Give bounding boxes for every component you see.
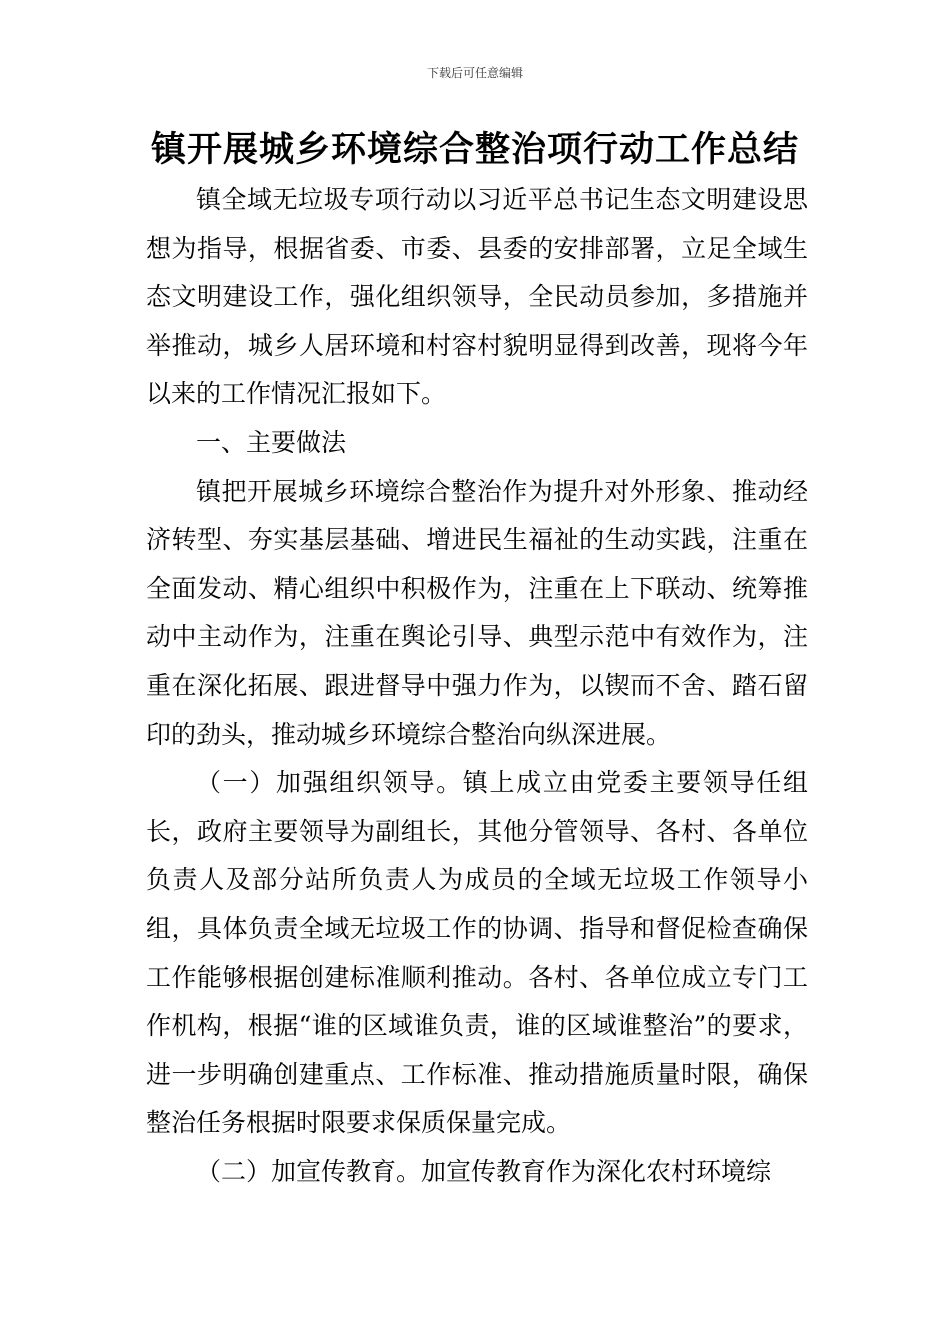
paragraph-publicity-education: （二）加宣传教育。加宣传教育作为深化农村环境综 bbox=[196, 1156, 772, 1186]
paragraph-intro: 镇全域无垃圾专项行动以习近平总书记生态文明建设思想为指导，根据省委、市委、县委的安排部署，立足全域生态文明建设工作，强化组织领导，全民动员参加，多措施并举推动，城乡人居环境和村容村貌明显得到改善，现将今年以来的工作情况汇报如下。 bbox=[146, 185, 808, 409]
header-note: 下载后可任意编辑 bbox=[426, 66, 523, 80]
paragraph-main-practices: 镇把开展城乡环境综合整治作为提升对外形象、推动经济转型、夯实基层基础、增进民生福祉的生动实践，注重在全面发动、精心组织中积极作为，注重在上下联动、统筹推动中主动作为，注重在舆论引导、典型示范中有效作为，注重在深化拓展、跟进督导中强力作为，以锲而不舍、踏石留印的劲头，推动城乡环境综合整治向纵深进展。 bbox=[146, 476, 808, 749]
paragraph-organization-leadership: （一）加强组织领导。镇上成立由党委主要领导任组长，政府主要领导为副组长，其他分管领导、各村、各单位负责人及部分站所负责人为成员的全域无垃圾工作领导小组，具体负责全域无垃圾工作的协调、指导和督促检查确保工作能够根据创建标准顺利推动。各村、各单位成立专门工作机构，根据“谁的区域谁负责，谁的区域谁整治”的要求，进一步明确创建重点、工作标准、推动措施质量时限，确保整治任务根据时限要求保质保量完成。 bbox=[146, 768, 808, 1138]
document-body bbox=[146, 176, 808, 1196]
section-heading-main-practices: 一、主要做法 bbox=[196, 427, 347, 457]
document-title: 镇开展城乡环境综合整治项行动工作总结 bbox=[150, 129, 799, 170]
